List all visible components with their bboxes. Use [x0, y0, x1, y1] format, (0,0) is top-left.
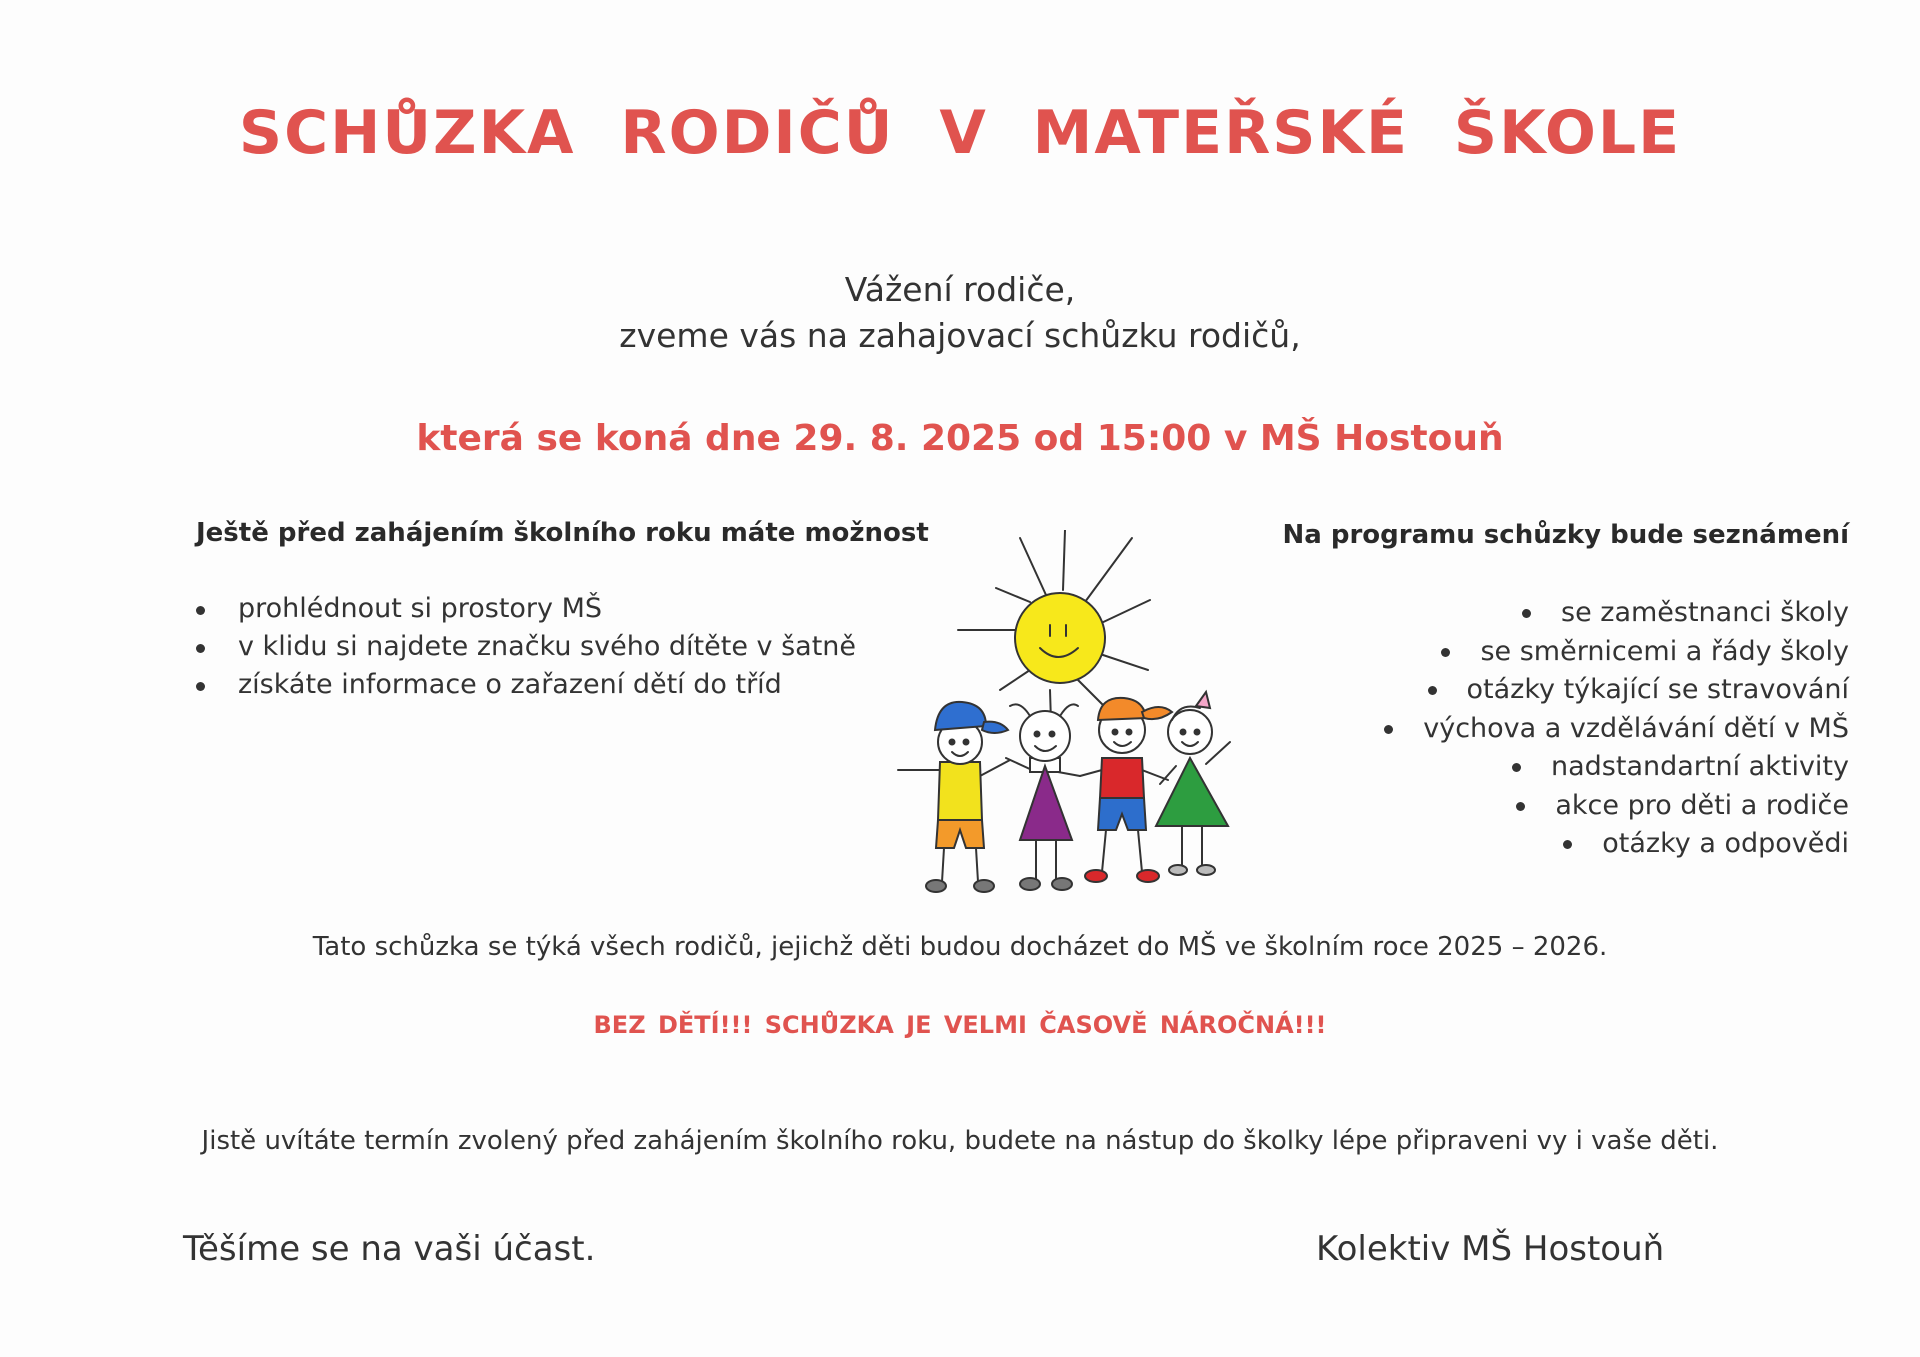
- bullet-icon: [1522, 609, 1531, 618]
- list-item: [1384, 710, 1849, 749]
- list-item: [1384, 633, 1849, 672]
- right-section-heading: Na programu schůzky bude seznámení: [1282, 520, 1849, 550]
- signoff-signature: Kolektiv MŠ Hostouň: [1316, 1229, 1665, 1269]
- meeting-date-info: která se koná dne 29. 8. 2025 od 15:00 v MŠ Hostouň: [416, 418, 1504, 459]
- child-figure: [1006, 704, 1080, 890]
- list-item: [1384, 594, 1849, 633]
- bullet-icon: [1512, 763, 1521, 772]
- agenda-list: [1384, 594, 1849, 864]
- bullet-icon: [1563, 840, 1572, 849]
- agenda-item-label: akce pro děti a rodiče: [1555, 789, 1849, 821]
- bullet-icon: [1428, 686, 1437, 695]
- child-figure: [898, 702, 1010, 892]
- attendance-note: Tato schůzka se týká všech rodičů, jejichž děti budou docházet do MŠ ve školním roce 2025 – 2026.: [312, 932, 1608, 962]
- agenda-item-label: otázky a odpovědi: [1602, 828, 1849, 859]
- bullet-icon: [1384, 725, 1393, 734]
- agenda-item-label: se směrnicemi a řády školy: [1480, 635, 1849, 667]
- list-item: v klidu si najdete značku svého dítěte v šatně: [196, 628, 856, 666]
- signoff-left: Těšíme se na vaši účast.: [183, 1229, 596, 1269]
- bullet-icon: [1516, 802, 1525, 811]
- greeting-line-1: Vážení rodiče,: [844, 270, 1076, 309]
- list-item: [1384, 748, 1849, 787]
- warning-text: BEZ DĚTÍ!!! SCHŮZKA JE VELMI ČASOVĚ NÁROČNÁ!!!: [593, 1011, 1327, 1039]
- agenda-item-label: nadstandartní aktivity: [1551, 751, 1849, 782]
- left-section-heading: Ještě před zahájením školního roku máte možnost: [196, 518, 929, 548]
- greeting-line-2: zveme vás na zahajovací schůzku rodičů,: [619, 316, 1301, 355]
- left-benefits-list: [196, 590, 856, 704]
- closing-paragraph: Jistě uvítáte termín zvolený před zahájením školního roku, budete na nástup do školky lépe připraveni vy i vaše děti.: [201, 1126, 1719, 1156]
- list-item: [1384, 825, 1849, 864]
- child-figure: [1080, 698, 1172, 882]
- bullet-icon: [1441, 648, 1450, 657]
- sun-and-children-illustration: [880, 530, 1280, 900]
- list-item: [1384, 787, 1849, 826]
- agenda-item-label: otázky týkající se stravování: [1466, 674, 1849, 705]
- list-item: [1384, 671, 1849, 710]
- list-item: získáte informace o zařazení dětí do tříd: [196, 666, 856, 704]
- page-title: SCHŮZKA RODIČŮ V MATEŘSKÉ ŠKOLE: [238, 98, 1682, 168]
- list-item: prohlédnout si prostory MŠ: [196, 590, 856, 628]
- agenda-item-label: se zaměstnanci školy: [1561, 597, 1849, 628]
- child-figure: [1156, 692, 1230, 875]
- agenda-item-label: výchova a vzdělávání dětí v MŠ: [1423, 712, 1849, 744]
